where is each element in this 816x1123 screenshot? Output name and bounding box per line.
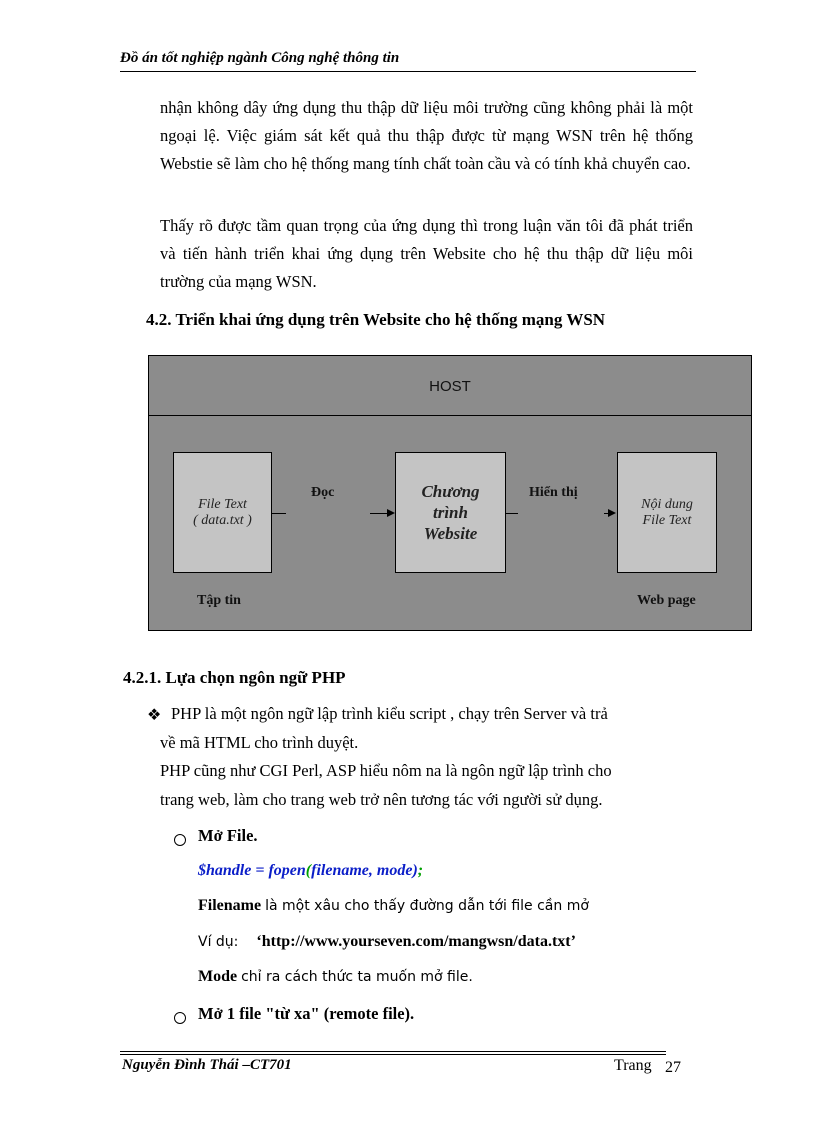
diamond-bullet-icon: ❖ [147,705,162,724]
section-heading: 4.2. Triển khai ứng dụng trên Website cho hệ thống mạng WSN [146,310,606,329]
footer-page-label: Trang [614,1057,652,1074]
website-program-label: Chương trình Website [421,482,480,543]
footer-author: Nguyễn Đình Thái –CT701 [122,1057,292,1073]
page-header-title: Đồ án tốt nghiệp ngành Công nghệ thông tin [120,50,400,66]
bullet-line-1: PHP là một ngôn ngữ lập trình kiểu script , chạy trên Server và trả [171,704,608,723]
paragraph-1: nhận không dây ứng dụng thu thập dữ liệu môi trường cũng không phải là một ngoại lệ. Việc giám sát kết quả thu thập được từ mạng WSN trên hệ thống Webstie sẽ làm cho hệ thống mang tính chất toàn cầu và có tính khả chuyển cao. [160,98,693,173]
host-label: HOST [429,378,471,395]
filename-term: Filename [198,897,262,914]
paragraph-2: Thấy rõ được tầm quan trọng của ứng dụng thì trong luận văn tôi đã phát triển và tiến hành triển khai ứng dụng trên Website cho hệ thu thập dữ liệu môi trường của mạng WSN. [160,216,693,291]
code-semicolon: ; [417,862,424,879]
subsection-heading: 4.2.1. Lựa chọn ngôn ngữ PHP [123,668,346,687]
footer-rule-top [120,1051,666,1052]
read-label: Đọc [311,485,335,500]
bullet-line-3: PHP cũng như CGI Perl, ASP hiểu nôm na là ngôn ngữ lập trình cho [160,761,612,780]
filename-desc: là một xâu cho thấy đường dẫn tới file cần mở [265,898,589,914]
read-arrow-line [370,513,388,514]
code-prefix: $handle = fopen [198,862,306,879]
header-rule [120,71,696,72]
remote-file-item: Mở 1 file "từ xa" (remote file). [198,1004,415,1023]
display-arrow-head [608,509,616,517]
code-paren-close: ) [412,862,418,879]
footer-page-number: 27 [665,1059,681,1076]
file-caption: Tập tin [197,593,241,608]
read-arrow-head [387,509,395,517]
filename-line [198,897,589,915]
fopen-code [198,862,423,880]
code-args: filename, mode [311,862,413,879]
mode-desc: chỉ ra cách thức ta muốn mở file. [241,969,473,985]
circle-bullet-icon [174,834,186,846]
code-paren-open: ( [305,862,312,879]
file-content-box [617,452,717,573]
file-text-label: File Text ( data.txt ) [193,496,252,528]
read-arrow-tail [272,513,286,514]
bullet-line-2: về mã HTML cho trình duyệt. [160,733,359,752]
webpage-caption: Web page [637,593,696,608]
display-label: Hiển thị [529,485,578,500]
architecture-diagram [148,355,752,631]
example-value: ‘http://www.yourseven.com/mangwsn/data.txt’ [256,933,576,950]
host-bar [149,356,751,416]
file-content-label: Nội dung File Text [641,496,693,528]
footer-rule-bottom [120,1054,666,1055]
example-label: Ví dụ: [198,934,239,950]
bullet-line-4: trang web, làm cho trang web trở nên tương tác với người sử dụng. [160,790,603,809]
example-line [198,933,576,951]
mode-line [198,968,473,986]
circle-bullet-icon [174,1012,186,1024]
display-arrow-tail [506,513,518,514]
open-file-item: Mở File. [198,826,258,845]
mode-term: Mode [198,968,238,985]
file-text-box [173,452,272,573]
website-program-box [395,452,506,573]
